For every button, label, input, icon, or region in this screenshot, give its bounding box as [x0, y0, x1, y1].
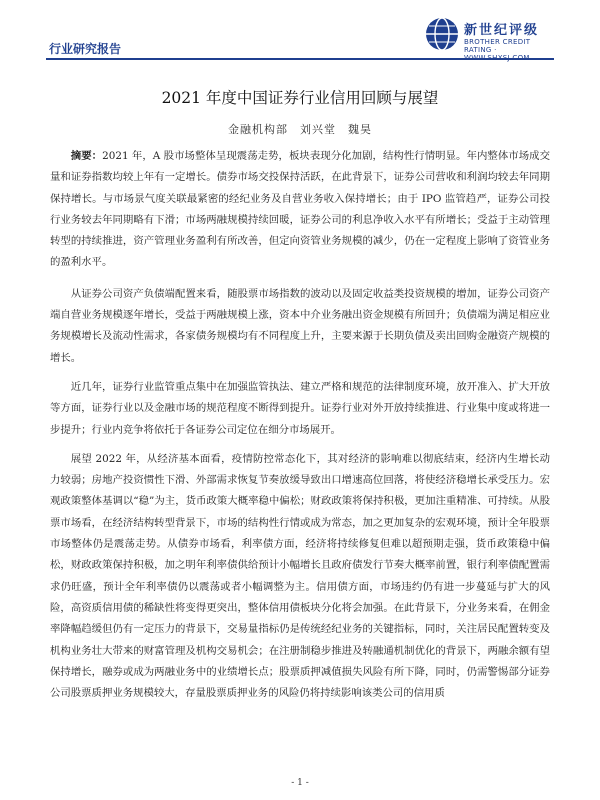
abstract-label: 摘要： — [70, 150, 103, 162]
body-paragraph-1: 从证券公司资产负债端配置来看，随股票市场指数的波动以及固定收益类投资规模的增加，证券公司资产端自营业务规模逐年增长，受益于两融规模上涨，资本中介业务融出资金规模有所回升；负债端为满足相应业务规模增长及流动性需求，各家债务规模均有不同程度上升，主要来源于长期负债及卖出回购金融资产规模的增长。 — [50, 287, 550, 364]
body-paragraph-3: 展望 2022 年，从经济基本面看，疫情防控常态化下，其对经济的影响难以彻底结束，经济内生增长动力较弱；房地产投资惯性下滑、外部需求恢复节奏放缓导致出口增速高位回落，将使经济稳增长承受压力。宏观政策整体基调以“稳”为主，货币政策大概率稳中偏松；财政政策将保持积极，更加注重精准、可持续。从股票市场看，在经济结构转型背景下，市场的结构性行情或成为常态，加之更加复杂的宏观环境，预计全年股票市场整体仍是震荡走势。从债券市场看，利率债方面，经济将持续修复但难以超预期走强，货币政策稳中偏松，财政政策保持积极，加之明年利率债供给预计小幅增长且政府债发行节奏大概率前置，银行利率债配置需求仍旺盛，预计全年利率债仍以震荡或者小幅调整为主。信用债方面，市场违约仍有进一步蔓延与扩大的风险，高资质信用债的稀缺性将变得更突出，整体信用债板块分化将会加强。在此背景下，分业务来看，在佣金率降幅趋缓但仍有一定压力的背景下，交易量指标仍是传统经纪业务的关键指标，同时，关注居民配置转变及机构业务壮大带来的财富管理及机构交易机会；在注册制稳步推进及转融通机制优化的背景下，两融余额有望保持增长，融券或成为两融业务中的业绩增长点；股票质押减值损失风险有所下降，同时，仍需警惕部分证券公司股票质押业务规模较大，存量股票质押业务的风险仍将持续影响该类公司的信用质 — [50, 452, 550, 700]
body-paragraph-2: 近几年，证券行业监管重点集中在加强监管执法、建立严格和规范的法律制度环境，放开准入、扩大开放等方面，证券行业以及金融市场的规范程度不断得到提升。证券行业对外开放持续推进、行业集中度或将进一步提升；行业内竞争将依托于各证券公司定位在细分市场展开。 — [50, 380, 550, 436]
authors-line: 金融机构部 刘兴堂 魏昊 — [228, 123, 372, 136]
abstract-text: 2021 年，A 股市场整体呈现震荡走势，板块表现分化加剧，结构性行情明显。年内整体市场成交量和证券指数均较上年有一定增长。债券市场交投保持活跃，在此背景下，证券公司营收和利润均较去年同期保持增长。与市场景气度关联最紧密的经纪业务及自营业务收入保持增长；由于 IPO 监管趋严，证券公司投行业务较去年同期略有下滑；市场两融规模持续回暖，证券公司的利息净收入水平有所增长；受益于主动管理转型的持续推进，资产管理业务盈利有所改善，但定向资管业务规模的减少，仍在一定程度上影响了资管业务的盈利水平。 — [50, 150, 550, 269]
abstract-paragraph — [50, 146, 550, 274]
page-title: 2021 年度中国证券行业信用回顾与展望 — [161, 89, 439, 107]
document-body — [50, 146, 550, 712]
brand-url: BROTHER CREDIT RATING · — [464, 38, 531, 54]
page-number: - 1 - — [291, 778, 309, 788]
header-divider — [46, 58, 554, 60]
report-type-label: 行业研究报告 — [49, 42, 122, 56]
brand-logo — [424, 16, 554, 54]
globe-logo-icon — [424, 16, 460, 52]
brand-name: 新世纪评级 — [464, 23, 540, 38]
